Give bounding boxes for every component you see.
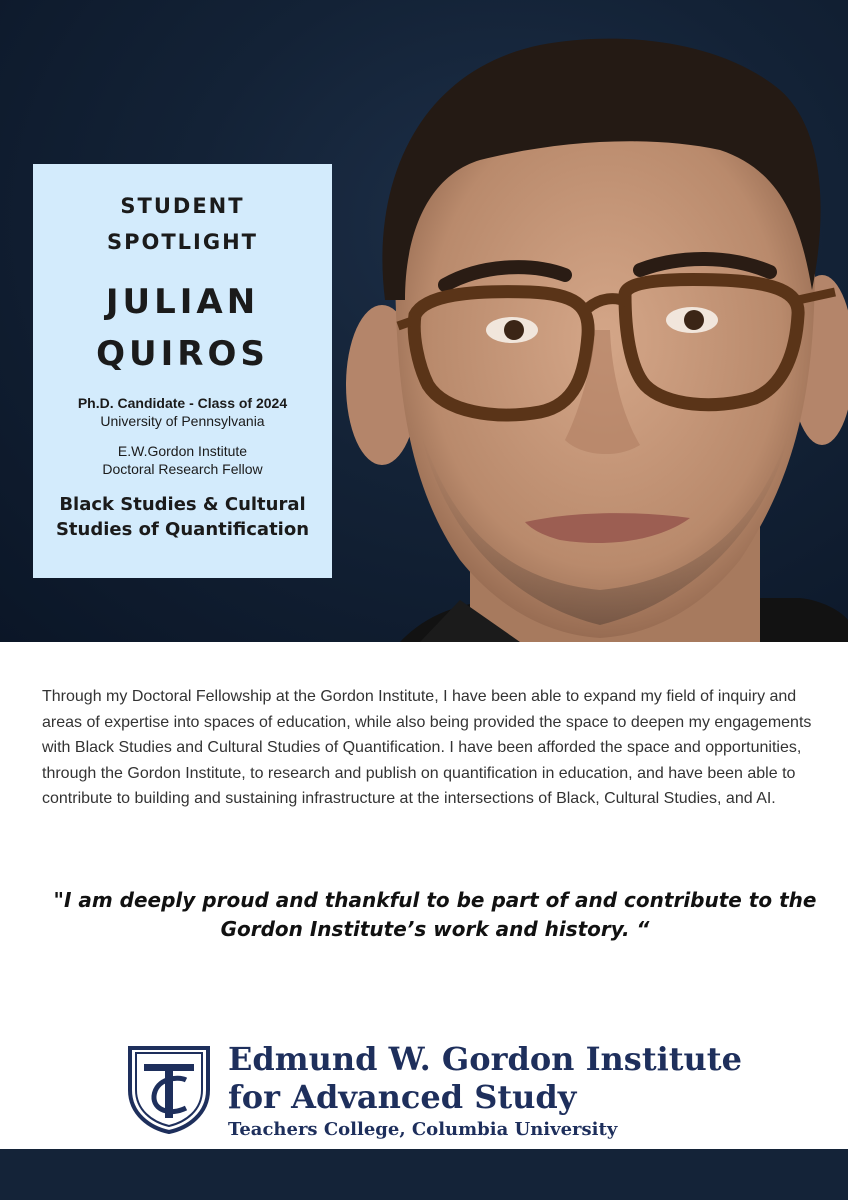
tc-shield-crest-icon bbox=[126, 1044, 212, 1134]
university-label: University of Pennsylvania bbox=[100, 413, 265, 429]
spotlight-heading-line2: SPOTLIGHT bbox=[106, 230, 259, 254]
institute-label: E.W.Gordon Institute bbox=[117, 443, 248, 459]
spotlight-card bbox=[33, 164, 332, 578]
student-last-name: QUIROS bbox=[96, 334, 269, 374]
testimonial-paragraph: Through my Doctoral Fellowship at the Gordon Institute, I have been able to expand my field of inquiry and areas of expertise into spaces of education, while also being provided the space to deepen my engagements with Black Studies and Cultural Studies of Quantification. I have been afforded the space and opportunities, through the Gordon Institute, to research and publish on quantification in education, and have been able to contribute to building and sustaining infrastructure at the intersections of Black, Cultural Studies, and AI. bbox=[42, 688, 812, 807]
footer-band bbox=[0, 1149, 848, 1200]
spotlight-heading-line1: STUDENT bbox=[120, 194, 245, 218]
research-field-line2: Studies of Quantification bbox=[55, 519, 310, 540]
pull-quote-line1: "I am deeply proud and thankful to be part of and contribute to the bbox=[53, 888, 817, 912]
institute-affiliation: Teachers College, Columbia University bbox=[228, 1119, 618, 1140]
research-field bbox=[33, 492, 332, 542]
institute-wordmark bbox=[228, 1040, 742, 1142]
institute-name-line2: for Advanced Study bbox=[228, 1078, 577, 1116]
spotlight-heading bbox=[33, 188, 332, 260]
fellow-title-label: Doctoral Research Fellow bbox=[102, 461, 263, 477]
institute-name-line1: Edmund W. Gordon Institute bbox=[228, 1040, 742, 1078]
degree-label: Ph.D. Candidate - Class of 2024 bbox=[77, 395, 288, 411]
research-field-line1: Black Studies & Cultural bbox=[59, 494, 306, 515]
student-first-name: JULIAN bbox=[105, 282, 260, 322]
student-name bbox=[33, 276, 332, 380]
pull-quote-line2: Gordon Institute’s work and history. “ bbox=[220, 917, 650, 941]
pull-quote bbox=[40, 886, 830, 944]
